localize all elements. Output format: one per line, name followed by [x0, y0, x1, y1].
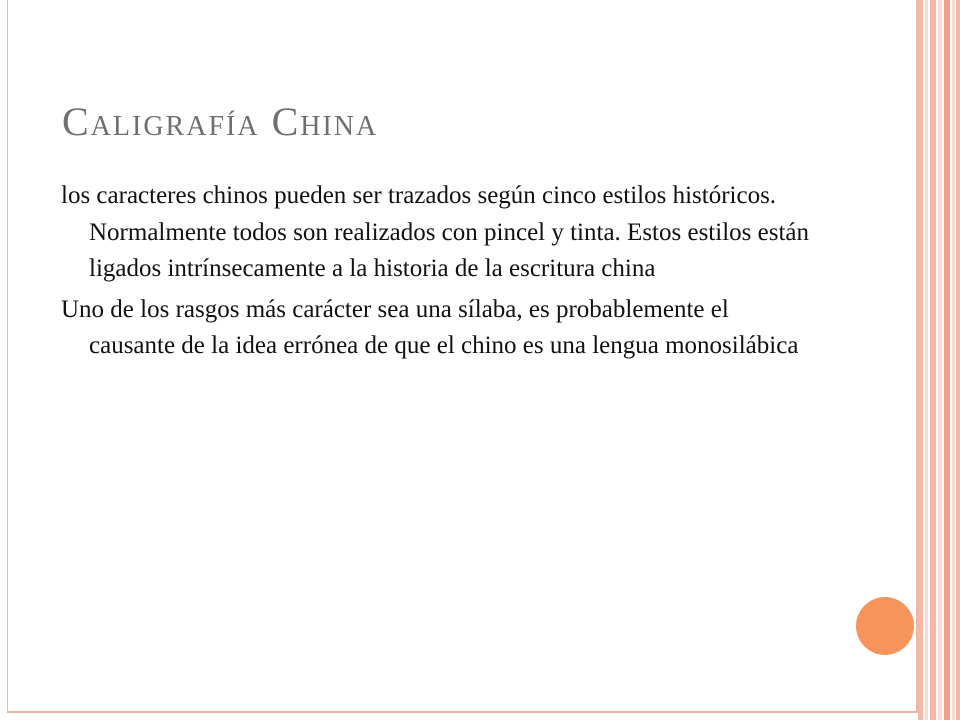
stripe-1 — [918, 0, 923, 720]
slide-body — [61, 178, 821, 365]
accent-circle — [856, 597, 914, 655]
stripe-6 — [952, 0, 955, 720]
stripe-3 — [930, 0, 936, 720]
body-paragraph-1: los caracteres chinos pueden ser trazados según cinco estilos históricos. Normalmente todos son realizados con pincel y tinta. Estos estilos están ligados intrínsecamente a la historia de la escritura china — [61, 182, 809, 282]
slide-title: Caligrafía China — [62, 99, 379, 144]
stripe-4 — [938, 0, 942, 720]
stripe-7 — [956, 0, 960, 720]
stripe-5 — [944, 0, 950, 720]
stripe-2 — [925, 0, 928, 720]
decorative-side-stripes — [918, 0, 960, 720]
body-paragraph-2: Uno de los rasgos más carácter sea una sílaba, es probablemente el causante de la idea errónea de que el chino es una lengua monosilábica — [61, 295, 799, 359]
